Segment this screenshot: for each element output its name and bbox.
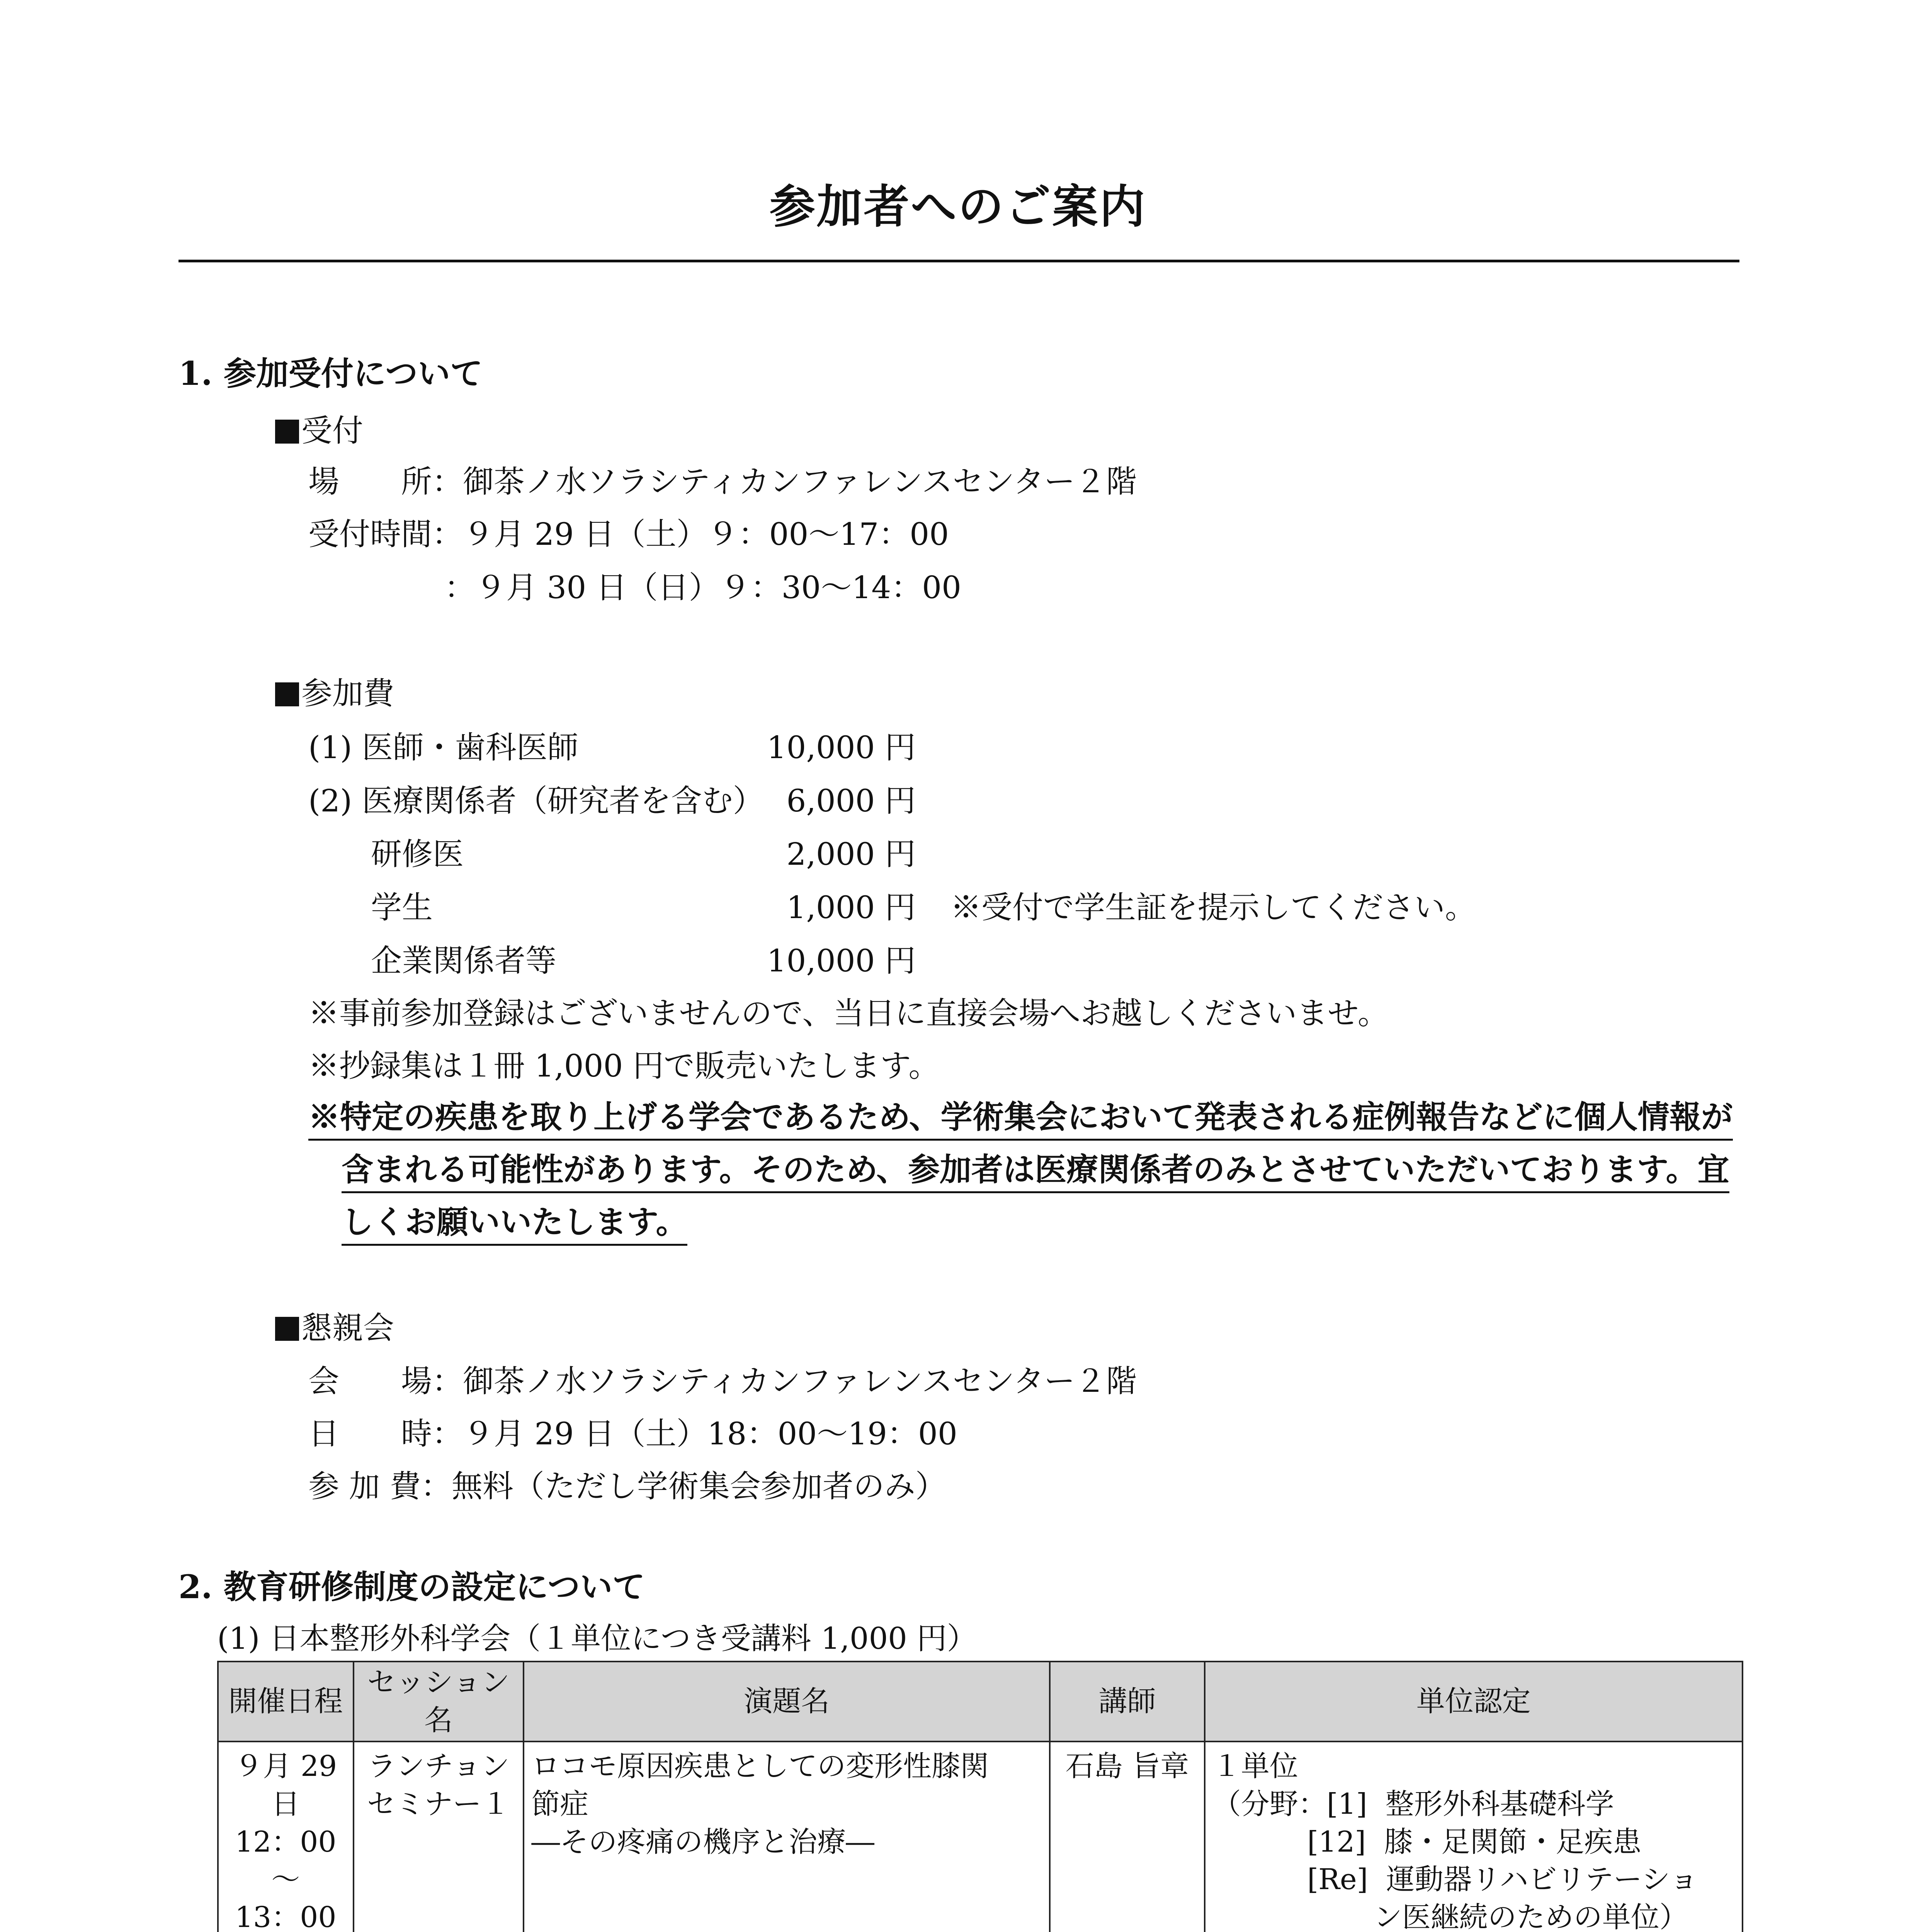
- table-header-session: セッション名: [354, 1662, 524, 1742]
- party-time: 日 時：９月 29 日（土）18：00〜19：00: [308, 1416, 957, 1452]
- fee-note-1: ※事前参加登録はございませんので、当日に直接会場へお越しくださいませ。: [308, 995, 1389, 1031]
- fee-row-amount: 1,000 円: [786, 889, 916, 925]
- reception-time-2: ：９月 30 日（日）９：30〜14：00: [444, 570, 962, 605]
- page-title: 参加者へのご案内: [769, 180, 1147, 233]
- section2-heading: 2. 教育研修制度の設定について: [179, 1568, 645, 1606]
- privacy-notice-line-2: 含まれる可能性があります。そのため、参加者は医療関係者のみとさせていただいております。宜: [342, 1145, 1729, 1193]
- cell-units: １単位 （分野：[1] 整形外科基礎科学 [12] 膝・足関節・足疾患 [Re] 運動器リハビリテーショ ン医継続のための単位）: [1205, 1742, 1743, 1932]
- fee-row-label: (2) 医療関係者（研究者を含む）: [308, 783, 764, 819]
- table-header-row: [218, 1662, 1743, 1742]
- party-place: 会 場：御茶ノ水ソラシティカンファレンスセンター２階: [308, 1363, 1137, 1399]
- reception-label: 受付: [301, 413, 363, 449]
- square-bullet-icon: [275, 1317, 299, 1341]
- table-header-lecturer: 講師: [1050, 1662, 1205, 1742]
- cell-date: ９月 29 日 12：00 〜 13：00: [218, 1742, 354, 1932]
- reception-time-1: 受付時間：９月 29 日（土）９：00〜17：00: [308, 516, 949, 552]
- fee-note-2: ※抄録集は１冊 1,000 円で販売いたします。: [308, 1048, 940, 1084]
- fee-row-note: ※受付で学生証を提示してください。: [950, 889, 1476, 925]
- square-bullet-icon: [275, 682, 299, 706]
- fee-row-amount: 10,000 円: [767, 943, 916, 979]
- cell-lecturer: 石島 旨章: [1050, 1742, 1205, 1932]
- party-fee: 参 加 費：無料（ただし学術集会参加者のみ）: [308, 1468, 946, 1504]
- party-heading: [275, 1303, 394, 1347]
- cell-session: ランチョン セミナー１: [354, 1742, 524, 1932]
- fee-row-label: (1) 医師・歯科医師: [308, 730, 578, 765]
- square-bullet-icon: [275, 420, 299, 444]
- reception-place: 場 所：御茶ノ水ソラシティカンファレンスセンター２階: [308, 464, 1137, 500]
- section2-subheading: (1) 日本整形外科学会（１単位につき受講料 1,000 円）: [217, 1621, 977, 1656]
- section1-heading: 1. 参加受付について: [179, 354, 483, 393]
- fee-row-amount: 2,000 円: [786, 836, 916, 872]
- reception-heading: [275, 406, 363, 450]
- fee-row-label: 学生: [371, 889, 433, 925]
- table-header-units: 単位認定: [1205, 1662, 1743, 1742]
- table-row: [218, 1742, 1743, 1932]
- title-rule: [179, 260, 1739, 262]
- fee-label: 参加費: [301, 675, 394, 711]
- fee-row-label: 研修医: [371, 836, 464, 872]
- fee-heading: [275, 668, 394, 713]
- fee-row-amount: 6,000 円: [786, 783, 916, 819]
- table-header-date: 開催日程: [218, 1662, 354, 1742]
- fee-row-amount: 10,000 円: [767, 730, 916, 765]
- party-label: 懇親会: [301, 1310, 394, 1346]
- privacy-notice-line-1: ※特定の疾患を取り上げる学会であるため、学術集会において発表される症例報告などに個人情報が: [308, 1092, 1733, 1141]
- education-table: [217, 1661, 1743, 1932]
- table-header-title: 演題名: [524, 1662, 1050, 1742]
- privacy-notice-line-3: しくお願いいたします。: [342, 1197, 687, 1246]
- fee-row-label: 企業関係者等: [371, 943, 556, 979]
- cell-title: ロコモ原因疾患としての変形性膝関 節症 ―その疼痛の機序と治療―: [524, 1742, 1050, 1932]
